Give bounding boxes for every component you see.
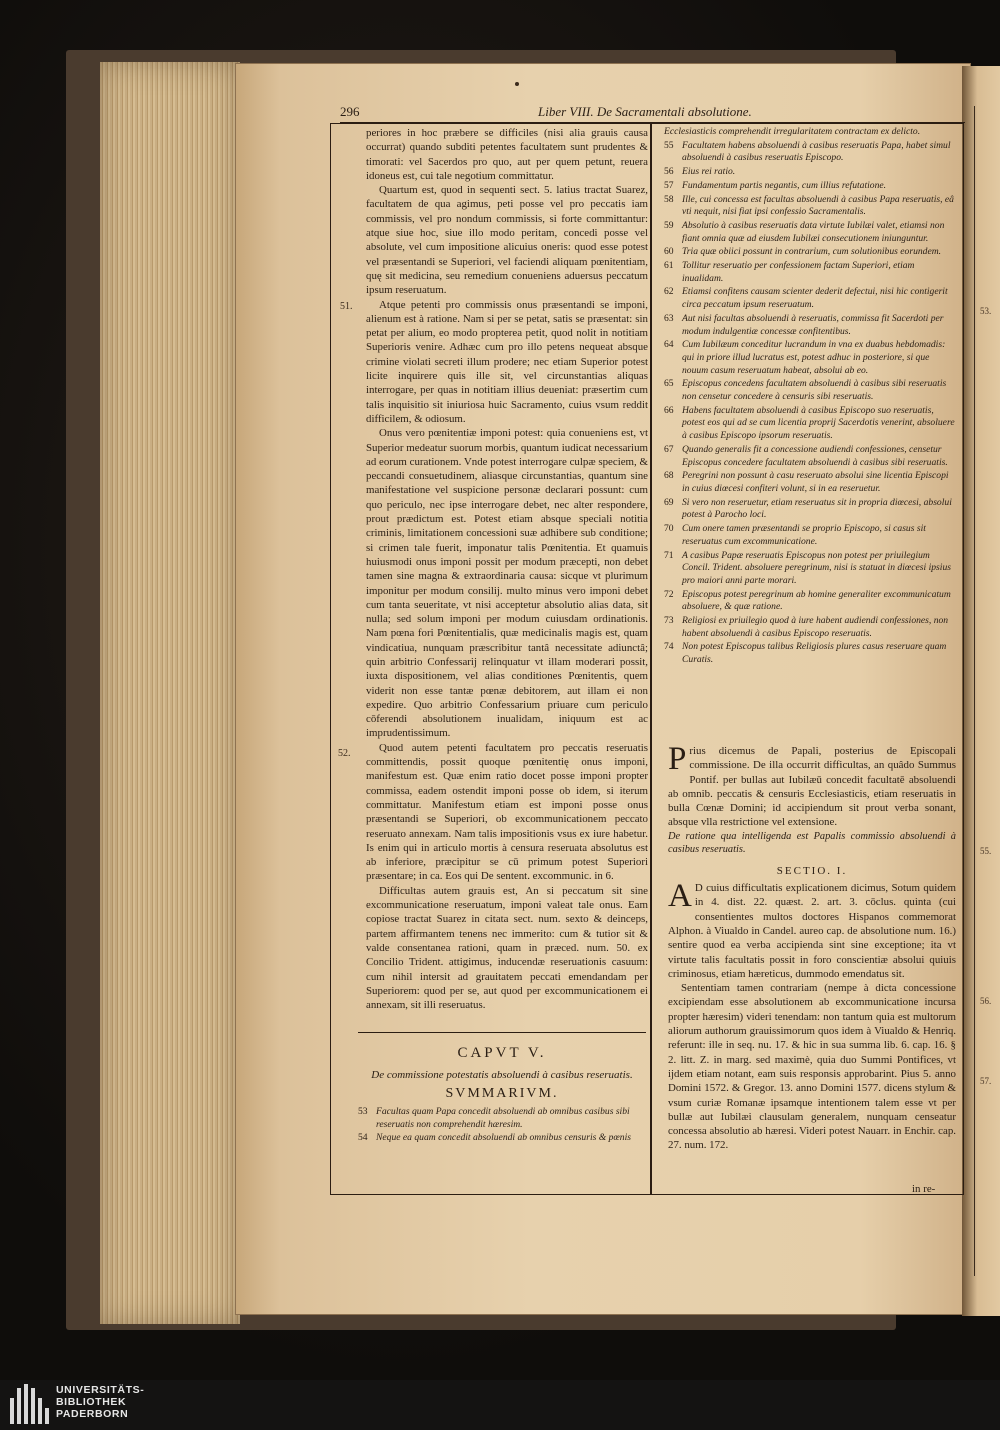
summary-number: 57 bbox=[664, 179, 674, 191]
ink-spot bbox=[515, 82, 519, 86]
paragraph: periores in hoc præbere se difficiles (nisi alia grauis causa occurrat) quando subditi petentes facultatem sunt prudentes & timorati: vel Sacerdos pro quo, aut per quem petunt, reuera idoneus est, cui tale negotium committatur. bbox=[366, 127, 648, 182]
right-column-text bbox=[668, 741, 956, 1153]
summary-text: Tollitur reseruatio per confessionem factam Superiori, etiam inualidam. bbox=[682, 260, 915, 284]
paragraph-text: D cuius difficultatis explicationem dicimus, Sotum quidem in 4. dist. 22. quæst. 2. art. 3. cōclus. quinta (cui consentientes multos doctores Hispanos commemorat Alphon. à Viualdo in Candel. aureo cap. de absolutione num. 16.) sentire quod ea verba accipienda sint sine exceptione; ita vt virtute talis facultatis possit in foro conscientiæ absolui quiuis criminosus, etiam hæreticus, dummodo emendatus sit. bbox=[668, 882, 956, 980]
summary-item bbox=[664, 470, 956, 495]
summary-number: 61 bbox=[664, 260, 674, 272]
left-column bbox=[366, 126, 648, 1012]
summary-item bbox=[664, 180, 956, 193]
summary-text: Religiosi ex priuilegio quod à iure habent audiendi confessiones, non habent absoluendi à casibus Episcopo reseruatis. bbox=[682, 615, 949, 639]
section-heading: SECTIO. I. bbox=[776, 864, 848, 877]
facing-page-edge bbox=[962, 66, 1000, 1316]
margin-number: 52. bbox=[338, 748, 351, 759]
page-number: 296 bbox=[340, 104, 360, 119]
summary-item bbox=[664, 615, 956, 640]
summary-text: Eius rei ratio. bbox=[682, 166, 736, 178]
summary-item bbox=[664, 220, 956, 245]
paragraph bbox=[668, 741, 956, 830]
library-name-line: UNIVERSITÄTS- bbox=[56, 1384, 145, 1396]
summary-number: 63 bbox=[664, 312, 674, 324]
summary-text: Facultas quam Papa concedit absoluendi ab omnibus casibus sibi reseruatis non comprehendit hæresim. bbox=[376, 1106, 630, 1130]
summary-number: 65 bbox=[664, 378, 674, 390]
summary-item bbox=[664, 497, 956, 522]
summary-item bbox=[358, 1106, 646, 1131]
summary-number: 68 bbox=[664, 470, 674, 482]
facing-margin-number: 55. bbox=[980, 846, 992, 856]
paragraph bbox=[668, 878, 956, 981]
summary-text: Neque ea quam concedit absoluendi ab omnibus censuris & pœnis bbox=[376, 1132, 632, 1143]
library-name-line: BIBLIOTHEK bbox=[56, 1396, 127, 1408]
summary-text: Episcopus concedens facultatem absoluendi à casibus sibi reseruatis non censetur concedere à censuris sibi reseruatis. bbox=[682, 378, 947, 403]
summary-number: 74 bbox=[664, 641, 674, 653]
page-edges bbox=[100, 62, 240, 1324]
summary-item bbox=[664, 260, 956, 285]
summary-list bbox=[358, 1106, 646, 1145]
summary-number: 62 bbox=[664, 286, 674, 298]
paragraph: Quod autem petenti facultatem pro peccatis reseruatis committendis, possit quoque pœnitentię onus imponi, manifestum est. Quæ enim ratio docet posse imponi propter commissa, eadem ostendit imponi posse ob idem, si iterum committatur. Manifestum etiam est imponi posse onus præsentandi se Superiori, ob excommunicationem peccato reseruato annexam. Nam talis impositionis vsus ex iure habetur. Is enim qui in articulo mortis à censura reseruata absolutus est ab inferiore, præcipitur se cū primum potest Superiori præsentare; in ca. Eos qui De sentent. excommunic. in 6. bbox=[366, 741, 648, 883]
summary-item bbox=[664, 378, 956, 403]
summary-number: 67 bbox=[664, 443, 674, 455]
summary-heading: SVMMARIVM. bbox=[445, 1086, 559, 1101]
chapter-heading-block bbox=[358, 1032, 646, 1146]
drop-cap: P bbox=[668, 741, 687, 777]
summary-item bbox=[664, 140, 956, 165]
library-name bbox=[56, 1384, 144, 1420]
summary-text: Absolutio à casibus reseruatis data virtute Iubilæi valet, etiamsi non fiant omnia quæ ad eiusdem Iubilæi consecutionem iniunguntur. bbox=[682, 219, 945, 244]
facing-margin-number: 56. bbox=[980, 996, 992, 1006]
chapter-title: CAPVT V. bbox=[457, 1045, 547, 1061]
summary-number: 73 bbox=[664, 615, 674, 627]
summary-item bbox=[664, 405, 956, 443]
summary-item bbox=[664, 589, 956, 614]
catchword: in re- bbox=[912, 1183, 936, 1195]
summary-item bbox=[664, 641, 956, 666]
margin-number: 51. bbox=[340, 301, 353, 312]
summary-item bbox=[664, 339, 956, 377]
paragraph: Onus vero pœnitentiæ imponi potest: quia conueniens est, vt Superior medeatur suorum morbis, quantum iudicat necessarium ad eorum curationem. Vnde potest interrogare culpæ speciem, & peccandi consuetudinem, aliasque circunstantias, quantum sine manifestatione vel suspicione personæ declarari possunt: cum quo periculo, nec ipse interrogare debet, nec alter respondere, prout prædictum est. Potest etiam absque speciali notitia criminis, limitationem concessioni suæ adhibere sub conditione; si crimen tale fuerit, imponatur talis Pœnitentia. Et quamuis huiusmodi onus imponi possit per modum præcepti, non debet tamen sine magna & extraordinaria causa: sicque vt plurimum imponitur per modum consilij. multo minus vero imponi debet cum tanta seueritate, vt nisi acceptetur absolutio alias data, sit nulla; sed solum imponi per modum cuiusdam ordinationis. Nam pœna fori Pœnitentialis, quæ medicinalis magis est, quam vindicatiua, nunquam præscribitur tantâ necessitate adiunctâ; quin arbitrio Confessarij relinquatur vt illam moderari possit, iuxta dispositionem, vel alias conditiones Pœnitentis, quem viderit non esse tantæ pœnæ debitorem, aut illam ei non expedire. Quo arbitrio Confessarium priuare cum periculo cōferendi absolutionem inualidam, iniquum est ac imprudentissimum. bbox=[366, 427, 648, 740]
paragraph: Atque petenti pro commissis onus præsentandi se imponi, alienum est à ratione. Nam si per se petat, satis se præsentat: sin petat per alium, eo modo propterea petit, quod nolit in notitiam Superioris venire. Adhæc cum pro illo petens nequeat absque crimine violati secreti illum prodere; nec etiam Superior potest licite inquirere quis ille sit, vel circunstantias aliquas interrogare, per quas in notitiam illius deueniat: præsertim cum talis inquisitio sit iniuriosa huic Sacramento, cuius vsum reddit difficilem, & odiosum. bbox=[366, 298, 648, 425]
summary-number: 58 bbox=[664, 193, 674, 205]
page-header bbox=[340, 104, 965, 123]
summary-item bbox=[664, 444, 956, 469]
summary-item bbox=[664, 166, 956, 179]
summary-text: Ille, cui concessa est facultas absoluendi à casibus Papa reseruatis, eâ vti nequit, nisi fiat ipsi confessio Sacramentalis. bbox=[682, 193, 954, 218]
paragraph-text: rius dicemus de Papali, posterius de Episcopali commissione. De illa occurrit difficultas, an quâdo Summus Pontif. per bullas aut Iubilæū concedit facultatē absoluendi ab omnib. peccatis & censuris Ecclesiasticis, etiam reseruatis in bulla Cœnæ Domini; id accipiendum sit prout verba sonant, absque vlla restrictione vel extensione. bbox=[668, 745, 956, 829]
summary-text: Cum onere tamen præsentandi se proprio Episcopo, si casus sit reseruatus cum excommunicatione. bbox=[682, 523, 926, 547]
summary-list bbox=[664, 140, 956, 667]
library-footer bbox=[0, 1380, 1000, 1430]
drop-cap: A bbox=[668, 878, 692, 915]
summary-number: 69 bbox=[664, 496, 674, 508]
summary-item bbox=[664, 194, 956, 219]
paragraph: Sententiam tamen contrariam (nempe à dicta concessione excipiendam esse absolutionem ab excommunicatione incursa propter hæresim) videri tenendam: non tantum quia est multorum aliorum authorum grauissimorum quos idem à Viualdo & Henriq. referunt: ille in seq. nu. 17. & hic in sua summa lib. 6. cap. 16. § 2. litt. Z. in marg. sed maximè, quia duo Summi Pontifices, vt ijdem etiam notant, eam suis responsis approbarint. Pius 5. anno Domini 1572. & Gregor. 13. anno Domini 1577. dicens stylum & vsum curiæ Romanæ ipsamque intentionem talem esse vt per bullæ aut Iubilæi clausulam generalem, nunquam censeatur concessa absolutio ab hæresi. Videri potest Nauarr. in Enchir. cap. 27. num. 172. bbox=[668, 982, 956, 1152]
summary-number: 54 bbox=[358, 1132, 368, 1143]
facing-page-rule bbox=[974, 106, 975, 1276]
library-logo-icon bbox=[10, 1384, 50, 1424]
summary-text: Habens facultatem absoluendi à casibus Episcopo suo reseruatis, potest eos qui ad se cum licentia proprij Sacerdotis venerint, absoluere à casibus Episcopo ipsorum reseruatis. bbox=[682, 404, 955, 442]
summary-text: Facultatem habens absoluendi à casibus reseruatis Papa, habet simul absoluendi à casibus reseruatis Episcopo. bbox=[682, 139, 951, 164]
summary-text: Cum Iubilæum conceditur lucrandum in vna ex duabus hebdomadis: qui in priore illud lucratus est, potest adhuc in posteriore, si que nouum casum reseruatum habeat, absolui ab eo. bbox=[682, 339, 946, 376]
summary-text: Aut nisi facultas absoluendi à reseruatis, commissa fit Sacerdoti per modum indulgentiæ concessæ confitentibus. bbox=[682, 312, 944, 337]
summary-number: 56 bbox=[664, 166, 674, 178]
paragraph: Quartum est, quod in sequenti sect. 5. latius tractat Suarez, facultatem de qua agimus, peti posse vel pro peccatis iam commissis, vel pro nondum commissis, si forte committantur: atque siue hoc, siue illo modo peritam, concedi posse vel absolute, vel cum impositione alicuius oneris: quod esse potest vel præsentandi se Superiori, vel faciendi aliquam pœnitentiam, quę sit medicina, seu remedium conueniens aduersus peccatum ipsum reseruatum. bbox=[366, 184, 648, 297]
summary-text: Tria quæ obiici possunt in contrarium, cum solutionibus eorundem. bbox=[682, 246, 942, 258]
summary-item bbox=[358, 1132, 646, 1145]
summary-number: 66 bbox=[664, 404, 674, 416]
summary-text: Peregrini non possunt à casu reseruato absolui sine licentia Episcopi in cuius diœcesi confiteri volunt, si in ea reseruetur. bbox=[682, 470, 949, 494]
summary-lead: Ecclesiasticis comprehendit irregularitatem contractam ex delicto. bbox=[664, 126, 921, 137]
facing-margin-number: 53. bbox=[980, 306, 992, 316]
summary-number: 55 bbox=[664, 139, 674, 151]
library-name-line: PADERBORN bbox=[56, 1408, 129, 1420]
summary-number: 72 bbox=[664, 588, 674, 600]
summary-item bbox=[664, 246, 956, 259]
summary-item bbox=[664, 523, 956, 548]
summary-text: Etiamsi confitens causam scienter dederit defectui, nisi hic contigerit circa peccatum ipsum reseruatum. bbox=[682, 286, 948, 311]
summary-text: Si vero non reseruetur, etiam reseruatus sit in propria diœcesi, absolui potest à Parocho loci. bbox=[682, 496, 952, 521]
summary-text: Fundamentum partis negantis, cum illius refutatione. bbox=[682, 179, 887, 191]
paragraph: Difficultas autem grauis est, An si peccatum sit sine excommunicatione reseruatum, imponi valeat tale onus. Eam copiose tractat Suarez in citata sect. num. sexto & deinceps, partem affirmantem tenens nec immerito: cum & tutior sit & valde consentanea rationi, quam in præced. num. 50. ex Concilio Trident. attigimus, inducendæ reseruationis casuum: cum nihil intersit ad grauitatem peccati emendandam per Superiorem: quod per se, aut quod per excommunicationem ei annexam, sit illi reseruatus. bbox=[366, 884, 648, 1012]
summary-item bbox=[664, 550, 956, 588]
summary-number: 59 bbox=[664, 219, 674, 231]
summary-text: A casibus Papæ reseruatis Episcopus non potest per priuilegium Concil. Trident. absoluere peregrinum, nisi is statuat in diœcesi ipsius pro maiori anni parte morari. bbox=[682, 549, 951, 586]
summary-item bbox=[664, 313, 956, 338]
summary-number: 64 bbox=[664, 339, 674, 351]
right-column-summary bbox=[664, 126, 956, 668]
facing-margin-number: 57. bbox=[980, 1076, 992, 1086]
section-rubric: De ratione qua intelligenda est Papalis commissio absoluendi à casibus reseruatis. bbox=[668, 830, 956, 855]
summary-item bbox=[664, 286, 956, 311]
summary-number: 70 bbox=[664, 523, 674, 535]
summary-number: 71 bbox=[664, 549, 674, 561]
summary-text: Episcopus potest peregrinum ab homine generaliter excommunicatum absoluere, & quæ ratione. bbox=[682, 588, 951, 613]
chapter-subtitle: De commissione potestatis absoluendi à casibus reseruatis. bbox=[371, 1069, 633, 1081]
summary-text: Quando generalis fit a concessione audiendi confessiones, censetur Episcopus concedere facultatem absoluendi à casibus sibi reseruatis. bbox=[682, 443, 948, 468]
column-divider bbox=[650, 123, 652, 1195]
summary-text: Non potest Episcopus talibus Religiosis plures casus reseruare quam Curatis. bbox=[682, 641, 947, 666]
summary-number: 60 bbox=[664, 246, 674, 258]
summary-number: 53 bbox=[358, 1106, 368, 1117]
running-head: Liber VIII. De Sacramentali absolutione. bbox=[538, 104, 752, 119]
